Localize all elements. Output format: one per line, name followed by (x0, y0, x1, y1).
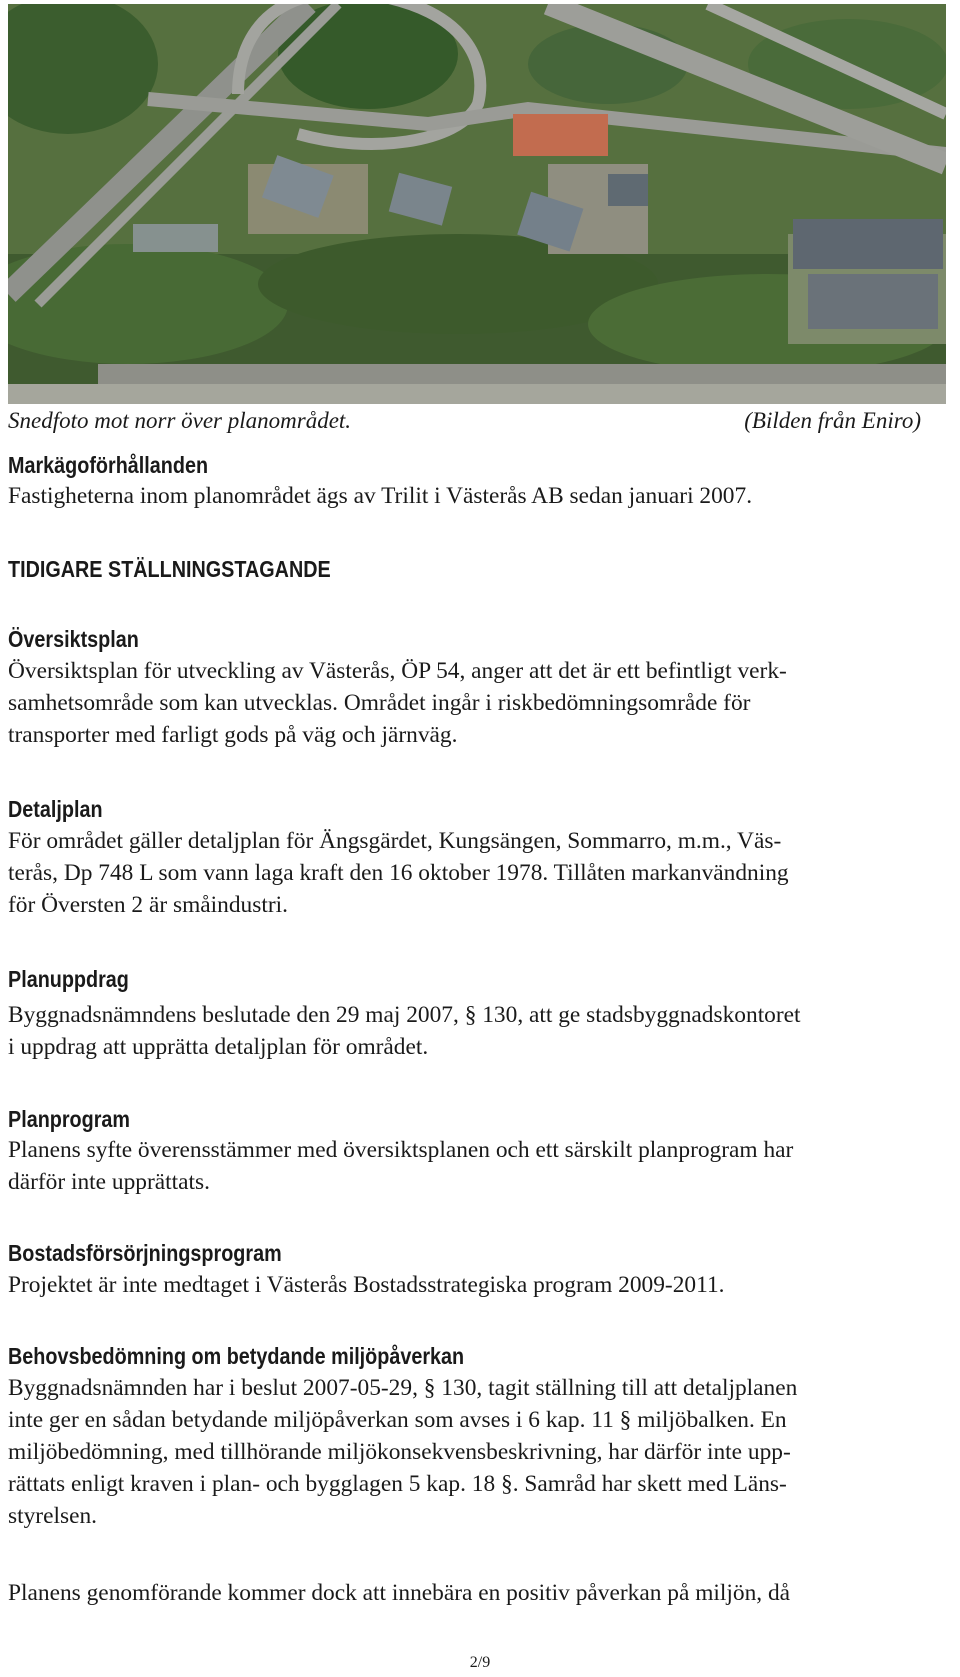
text-line: för Översten 2 är småindustri. (8, 892, 288, 918)
text-line: transporter med farligt gods på väg och järnväg. (8, 722, 458, 748)
text-line: Byggnadsnämnden har i beslut 2007-05-29, § 130, tagit ställning till att detaljplanen (8, 1375, 798, 1401)
text-line: miljöbedömning, med tillhörande miljökonsekvensbeskrivning, har därför inte upp- (8, 1439, 791, 1465)
caption-text: Snedfoto mot norr över planområdet. (8, 408, 352, 433)
heading-oversiktsplan: Översiktsplan (8, 626, 139, 652)
text-line: i uppdrag att upprätta detaljplan för området. (8, 1034, 429, 1060)
text-line: Planens genomförande kommer dock att innebära en positiv påverkan på miljön, då (8, 1580, 791, 1606)
paragraph-markagoforhallanden (8, 480, 958, 512)
paragraph-detaljplan (8, 825, 958, 921)
heading-planprogram: Planprogram (8, 1106, 131, 1132)
paragraph-oversiktsplan (8, 655, 958, 751)
heading-bostadsforsorjningsprogram: Bostadsförsörjningsprogram (8, 1240, 282, 1266)
heading-behovsbedomning: Behovsbedömning om betydande miljöpåverkan (8, 1343, 465, 1369)
photo-caption (8, 405, 921, 437)
text-line: För området gäller detaljplan för Ängsgärdet, Kungsängen, Sommarro, m.m., Väs- (8, 828, 782, 854)
paragraph-bostadsforsorjningsprogram (8, 1269, 958, 1301)
paragraph-behovsbedomning (8, 1372, 958, 1532)
heading-tidigare-stallningstagande: TIDIGARE STÄLLNINGSTAGANDE (8, 556, 331, 582)
text-line: därför inte upprättats. (8, 1169, 210, 1195)
caption-source: (Bilden från Eniro) (744, 408, 921, 433)
text-line: samhetsområde som kan utvecklas. Området ingår i riskbedömningsområde för (8, 690, 751, 716)
paragraph-planuppdrag (8, 999, 958, 1063)
text-line: Projektet är inte medtaget i Västerås Bostadsstrategiska program 2009-2011. (8, 1272, 725, 1298)
paragraph-positiv-paverkan (8, 1577, 958, 1609)
text-line: Översiktsplan för utveckling av Västerås, ÖP 54, anger att det är ett befintligt verk- (8, 658, 787, 684)
heading-detaljplan: Detaljplan (8, 796, 103, 822)
text-line: terås, Dp 748 L som vann laga kraft den 16 oktober 1978. Tillåten markanvändning (8, 860, 789, 886)
aerial-photo (8, 4, 946, 404)
text-line: Fastigheterna inom planområdet ägs av Trilit i Västerås AB sedan januari 2007. (8, 483, 753, 509)
text-line: rättats enligt kraven i plan- och bygglagen 5 kap. 18 §. Samråd har skett med Läns- (8, 1471, 787, 1497)
text-line: styrelsen. (8, 1503, 97, 1529)
text-line: inte ger en sådan betydande miljöpåverkan som avses i 6 kap. 11 § miljöbalken. En (8, 1407, 787, 1433)
paragraph-planprogram (8, 1134, 958, 1198)
heading-planuppdrag: Planuppdrag (8, 966, 129, 992)
text-line: Planens syfte överensstämmer med översiktsplanen och ett särskilt planprogram har (8, 1137, 794, 1163)
text-line: Byggnadsnämndens beslutade den 29 maj 2007, § 130, att ge stadsbyggnadskontoret (8, 1002, 801, 1028)
page-number: 2/9 (469, 1654, 491, 1671)
heading-markagoforhallanden: Markägoförhållanden (8, 452, 209, 478)
aerial-photo-drawing (8, 4, 946, 404)
